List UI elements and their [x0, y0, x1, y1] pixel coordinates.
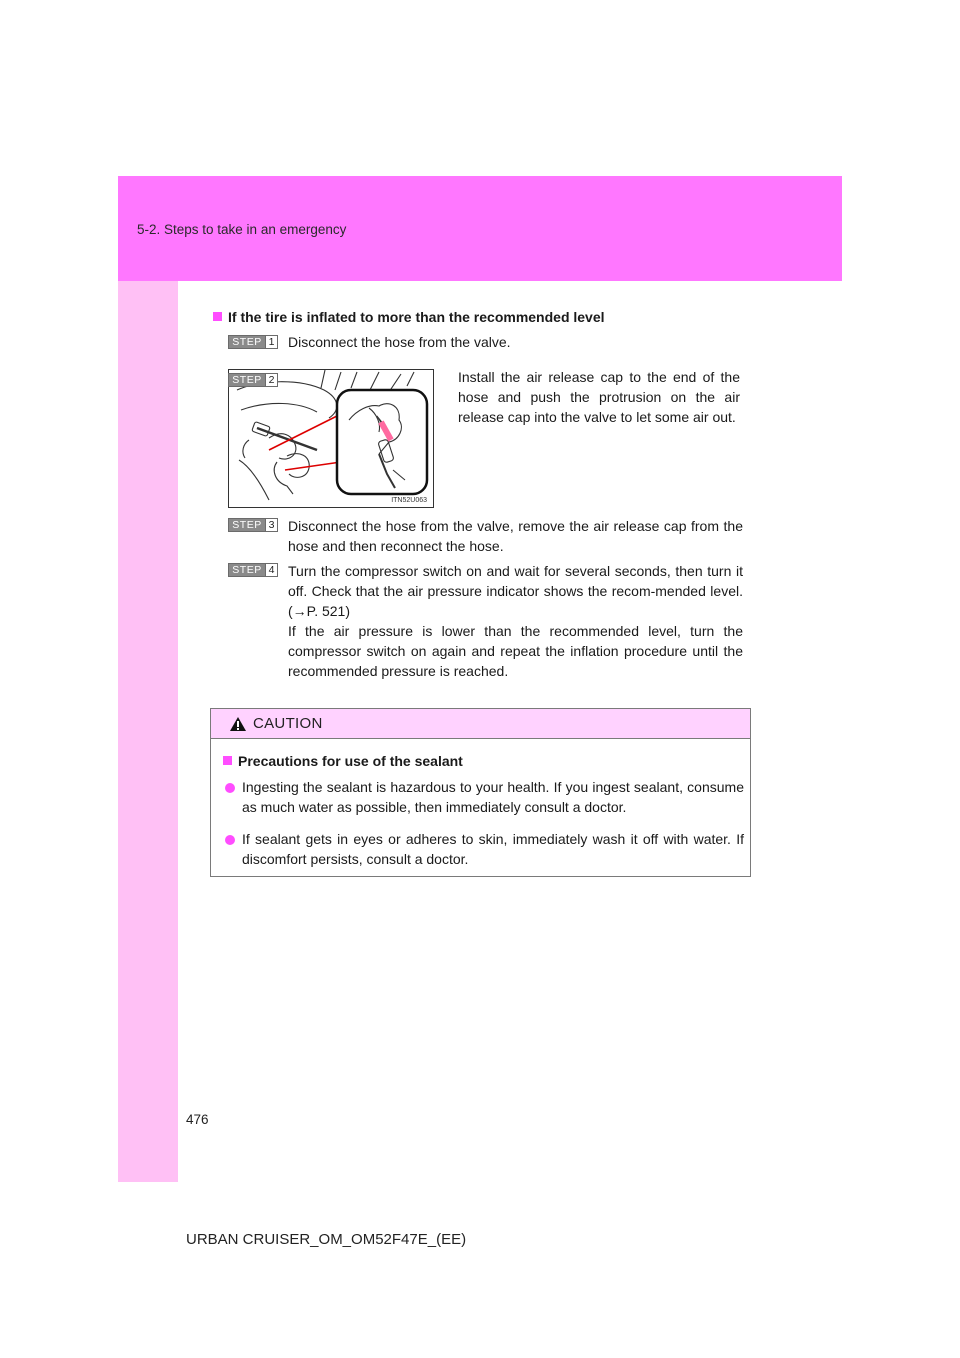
illustration-code: ITN52U063: [391, 497, 427, 504]
step-number: 2: [265, 374, 277, 386]
subheading-text: If the tire is inflated to more than the recommended level: [228, 309, 605, 325]
subheading: [213, 309, 605, 325]
step-badge-4: [228, 563, 278, 577]
footer-text: URBAN CRUISER_OM_OM52F47E_(EE): [186, 1231, 467, 1248]
step-number: 3: [265, 519, 277, 531]
caution-title: CAUTION: [253, 715, 323, 732]
square-bullet-icon: [223, 756, 232, 765]
caution-subheading-text: Precautions for use of the sealant: [238, 753, 463, 769]
step-badge-1: [228, 335, 278, 349]
caution-header: [211, 709, 750, 739]
step-label: STEP: [229, 374, 265, 386]
caution-subheading: [223, 753, 463, 769]
square-bullet-icon: [213, 312, 222, 321]
hose-valve-drawing: [229, 370, 433, 507]
step-number: 1: [265, 336, 277, 348]
caution-box: [210, 708, 751, 877]
warning-triangle-icon: [229, 716, 247, 732]
step-number: 4: [265, 564, 277, 576]
valve-illustration: [228, 369, 434, 508]
step-1-text: Disconnect the hose from the valve.: [288, 334, 511, 350]
step-3-text: Disconnect the hose from the valve, remove the air release cap from the hose and then reconnect the hose.: [288, 518, 743, 554]
side-strip: [118, 281, 178, 1182]
step-badge-2: [228, 373, 278, 387]
circle-bullet-icon: [225, 835, 235, 845]
caution-item-1: Ingesting the sealant is hazardous to your health. If you ingest sealant, consume as much water as possible, then immediately consult a doctor.: [242, 779, 744, 815]
circle-bullet-icon: [225, 783, 235, 793]
section-title: 5-2. Steps to take in an emergency: [137, 222, 347, 237]
step-4-text: [288, 561, 743, 681]
step-4-line-1: Turn the compressor switch on and wait for several seconds, then turn it off. Check that the air pressure indicator shows the recom-mended level. (→P. 521): [288, 563, 743, 619]
step-2-text: Install the air release cap to the end of the hose and push the protrusion on the air release cap into the valve to let some air out.: [458, 369, 740, 425]
step-label: STEP: [229, 564, 265, 576]
step-label: STEP: [229, 336, 265, 348]
caution-item-2: If sealant gets in eyes or adheres to skin, immediately wash it off with water. If discomfort persists, consult a doctor.: [242, 831, 744, 867]
step-badge-3: [228, 518, 278, 532]
step-label: STEP: [229, 519, 265, 531]
step-4-line-2: If the air pressure is lower than the recommended level, turn the compressor switch on again and repeat the inflation procedure until the recommended pressure is reached.: [288, 623, 743, 679]
page-number: 476: [186, 1112, 209, 1127]
